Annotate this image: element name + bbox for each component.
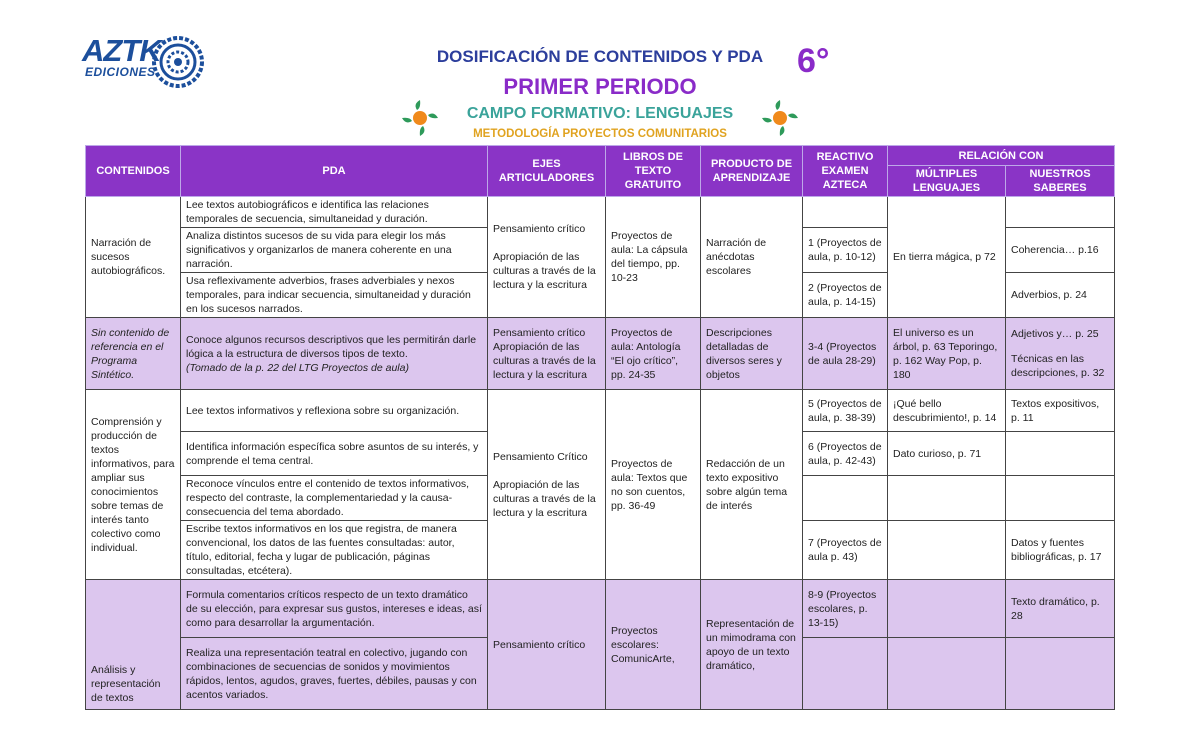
- header-contenidos: CONTENIDOS: [86, 146, 181, 197]
- logo-text: AZTK: [82, 33, 161, 68]
- s3-contenido: Comprensión y producción de textos informativos, para ampliar sus conocimientos sobre temas de interés tanto colectivo como individual.: [86, 390, 181, 580]
- s2-pda-text: Conoce algunos recursos descriptivos que les permitirán darle lógica a la estructura de diversos tipos de texto.: [186, 333, 477, 360]
- s1-pda-2: Analiza distintos sucesos de su vida para elegir los más significativos y organizarlos de manera coherente en una narración.: [181, 228, 488, 273]
- s1-reactivo-1: [803, 197, 888, 228]
- s1-reactivo-3: 2 (Proyectos de aula, p. 14-15): [803, 273, 888, 318]
- s3-saberes-2: [1006, 432, 1115, 476]
- s3-ejes: [488, 390, 606, 580]
- s4-ejes: Pensamiento crítico: [488, 580, 606, 710]
- campo-formativo-title: CAMPO FORMATIVO: LENGUAJES: [466, 105, 734, 122]
- header-libros: LIBROS DE TEXTO GRATUITO: [606, 146, 701, 197]
- s2-ejes: Pensamiento crítico Apropiación de las culturas a través de la lectura y la escritura: [488, 318, 606, 390]
- s1-saberes-2: Coherencia… p.16: [1006, 228, 1115, 273]
- s1-ejes-2: Apropiación de las culturas a través de la lectura y la escritura: [493, 251, 596, 291]
- metodologia-title: METODOLOGÍA PROYECTOS COMUNITARIOS: [473, 128, 727, 140]
- header-producto: PRODUCTO DE APRENDIZAJE: [701, 146, 803, 197]
- s3-producto: Redacción de un texto expositivo sobre algún tema de interés: [701, 390, 803, 580]
- s4-contenido: Análisis y representación de textos: [86, 580, 181, 710]
- s1-libros: Proyectos de aula: La cápsula del tiempo, pp. 10-23: [606, 197, 701, 318]
- header-ejes: EJES ARTICULADORES: [488, 146, 606, 197]
- s2-saberes-1: Adjetivos y… p. 25: [1011, 328, 1099, 340]
- s4-multiples-2: [888, 638, 1006, 710]
- s1-saberes-3: Adverbios, p. 24: [1006, 273, 1115, 318]
- s3-ejes-2: Apropiación de las culturas a través de la lectura y la escritura: [493, 478, 596, 519]
- s2-multiples: El universo es un árbol, p. 63 Teporingo, p. 162 Way Pop, p. 180: [888, 318, 1006, 390]
- s2-producto: Descripciones detalladas de diversos seres y objetos: [701, 318, 803, 390]
- s1-multiples: En tierra mágica, p 72: [888, 197, 1006, 318]
- s4-producto: Representación de un mimodrama con apoyo de un texto dramático,: [701, 580, 803, 710]
- logo-subtext: EDICIONES: [85, 65, 156, 79]
- s3-multiples-1: ¡Qué bello descubrimiento!, p. 14: [888, 390, 1006, 432]
- aztk-logo: [82, 33, 202, 90]
- s3-saberes-1: Textos expositivos, p. 11: [1006, 390, 1115, 432]
- ornament-right-icon: [758, 96, 802, 140]
- s3-reactivo-4: 7 (Proyectos de aula p. 43): [803, 521, 888, 580]
- s4-saberes-2: [1006, 638, 1115, 710]
- s1-pda-3: Usa reflexivamente adverbios, frases adverbiales y nexos temporales, para indicar secuencia, simultaneidad y duración en los sucesos narrados.: [181, 273, 488, 318]
- header-pda: PDA: [181, 146, 488, 197]
- s3-ejes-1: Pensamiento Crítico: [493, 450, 588, 463]
- s3-multiples-3: [888, 476, 1006, 521]
- s1-contenido: Narración de sucesos autobiográficos.: [86, 197, 181, 318]
- s1-reactivo-2: 1 (Proyectos de aula, p. 10-12): [803, 228, 888, 273]
- s3-pda-2: Identifica información específica sobre asuntos de su interés, y comprende el tema central.: [181, 432, 488, 476]
- s1-saberes-1: [1006, 197, 1115, 228]
- s3-saberes-3: [1006, 476, 1115, 521]
- s3-pda-1: Lee textos informativos y reflexiona sobre su organización.: [181, 390, 488, 432]
- s3-pda-4: Escribe textos informativos en los que registra, de manera convencional, los datos de las fuentes consultadas: autor, título, editorial, fecha y lugar de publicación, páginas consultadas, etcétera).: [181, 521, 488, 580]
- s3-saberes-4: Datos y fuentes bibliográficas, p. 17: [1006, 521, 1115, 580]
- s4-pda-1: Formula comentarios críticos respecto de un texto dramático de su elección, para expresar sus gustos, intereses e ideas, así como para desarrollar la argumentación.: [181, 580, 488, 638]
- header-multiples: MÚLTIPLES LENGUAJES: [888, 166, 1006, 197]
- s4-pda-2: Realiza una representación teatral en colectivo, jugando con combinaciones de secuencias de sonidos y movimientos rápidos, lentos, agudos, graves, fuertes, débiles, pausas y con acentos variados.: [181, 638, 488, 710]
- s2-libros: Proyectos de aula: Antología “El ojo crítico”, pp. 24-35: [606, 318, 701, 390]
- aztec-calendar-icon: [152, 36, 204, 88]
- s3-multiples-2: Dato curioso, p. 71: [888, 432, 1006, 476]
- s3-pda-3: Reconoce vínculos entre el contenido de textos informativos, respecto del contraste, la complementariedad y la causa-consecuencia del tema abordado.: [181, 476, 488, 521]
- s3-libros: Proyectos de aula: Textos que no son cuentos, pp. 36-49: [606, 390, 701, 580]
- s3-reactivo-1: 5 (Proyectos de aula, p. 38-39): [803, 390, 888, 432]
- s1-producto: Narración de anécdotas escolares: [701, 197, 803, 318]
- s1-ejes-1: Pensamiento crítico: [493, 223, 586, 235]
- s2-pda: [181, 318, 488, 390]
- s2-pda-note: (Tomado de la p. 22 del LTG Proyectos de aula): [186, 361, 409, 374]
- s1-ejes: [488, 197, 606, 318]
- header-relacion: RELACIÓN CON: [888, 146, 1115, 166]
- s3-reactivo-3: [803, 476, 888, 521]
- s4-saberes-1: Texto dramático, p. 28: [1006, 580, 1115, 638]
- spacer: [493, 464, 600, 478]
- s4-reactivo-1: 8-9 (Proyectos escolares, p. 13-15): [803, 580, 888, 638]
- dosificacion-table: [85, 145, 1115, 710]
- s4-libros: Proyectos escolares: ComunicArte,: [606, 580, 701, 710]
- s1-pda-1: Lee textos autobiográficos e identifica las relaciones temporales de secuencia, simultaneidad y duración.: [181, 197, 488, 228]
- grade-label: 6°: [797, 42, 830, 80]
- s2-contenido: Sin contenido de referencia en el Programa Sintético.: [86, 318, 181, 390]
- spacer: [1011, 341, 1109, 352]
- s3-reactivo-2: 6 (Proyectos de aula, p. 42-43): [803, 432, 888, 476]
- header-reactivo: REACTIVO EXAMEN AZTECA: [803, 146, 888, 197]
- s4-multiples-1: [888, 580, 1006, 638]
- ornament-left-icon: [398, 96, 442, 140]
- s2-saberes: [1006, 318, 1115, 390]
- document-title: DOSIFICACIÓN DE CONTENIDOS Y PDA: [436, 47, 764, 66]
- s3-multiples-4: [888, 521, 1006, 580]
- period-title: PRIMER PERIODO: [503, 74, 697, 99]
- spacer: [493, 236, 600, 250]
- s4-reactivo-2: [803, 638, 888, 710]
- s2-reactivo: 3-4 (Proyectos de aula 28-29): [803, 318, 888, 390]
- s2-saberes-2: Técnicas en las descripciones, p. 32: [1011, 353, 1105, 379]
- header-saberes: NUESTROS SABERES: [1006, 166, 1115, 197]
